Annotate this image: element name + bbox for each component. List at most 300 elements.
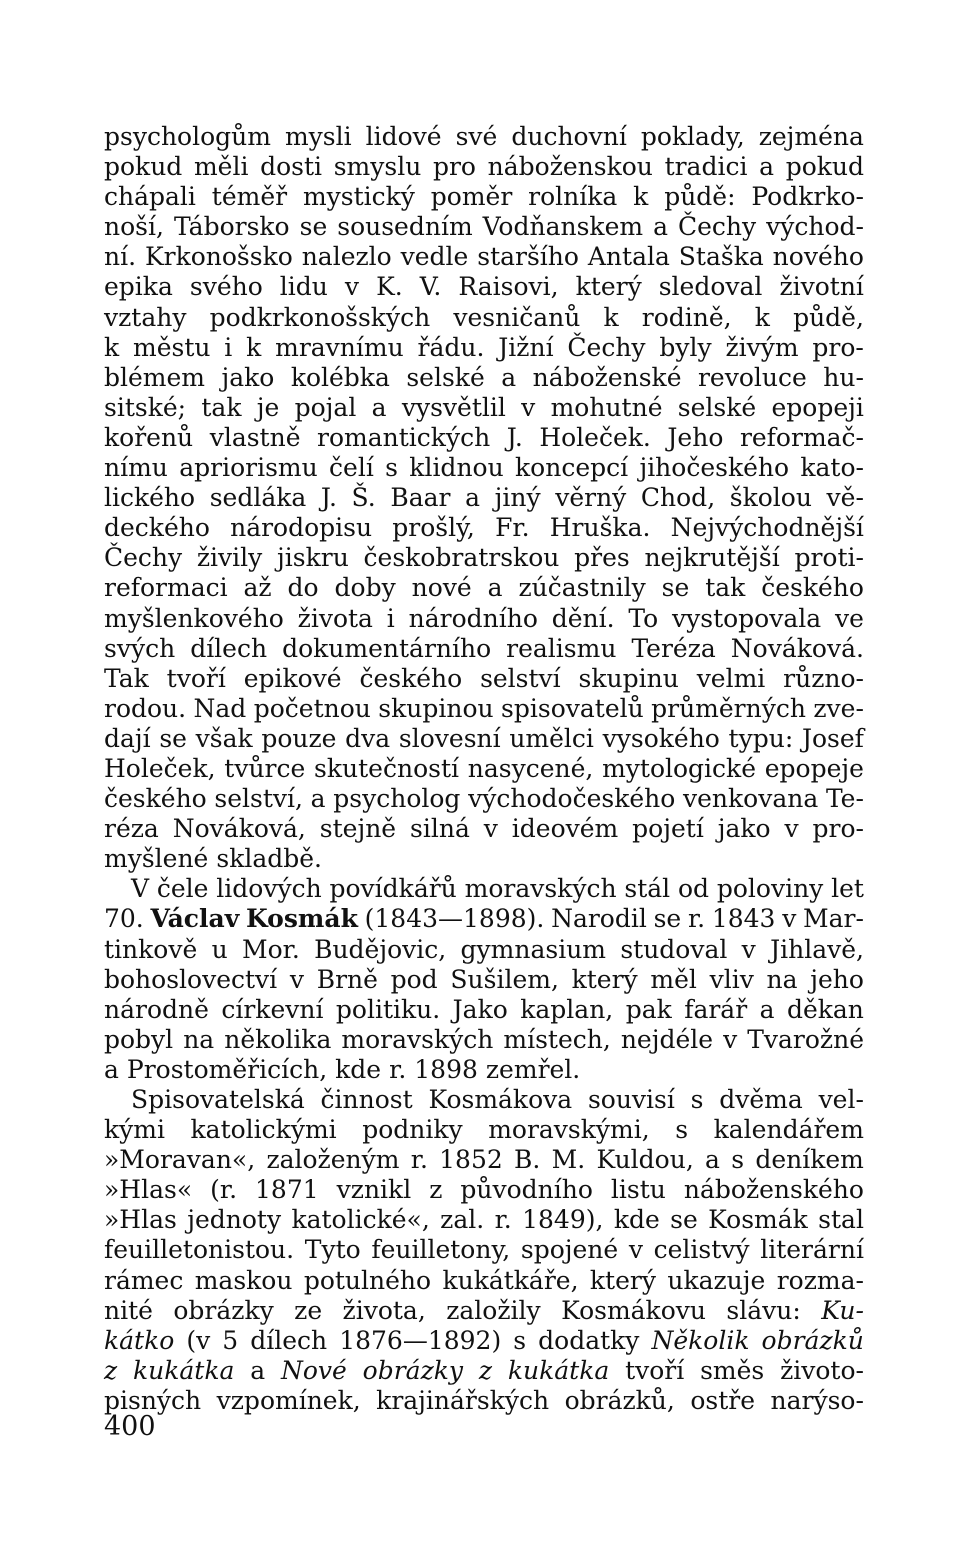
text-word: řádu. <box>417 332 485 362</box>
text-word: do <box>287 573 319 603</box>
text-word: Josef <box>801 723 864 753</box>
text-word: smyslu <box>333 152 422 182</box>
text-word: a <box>501 362 517 392</box>
text-word: Čechy <box>104 543 183 573</box>
text-word: dílech <box>190 633 268 663</box>
text-word: listu <box>610 1175 666 1205</box>
text-line <box>104 272 864 302</box>
text-word: v <box>628 1235 643 1265</box>
text-word: apriorismu <box>179 453 318 483</box>
text-word: myšlenkového <box>104 603 284 633</box>
text-word: se <box>299 212 328 242</box>
text-word: s <box>690 1085 704 1114</box>
text-word: vliv <box>709 964 754 994</box>
text-word: několika <box>224 1024 332 1054</box>
text-word: hu- <box>823 362 864 392</box>
text-word: kalendářem <box>713 1115 864 1145</box>
text-word: 1876—1892) <box>339 1325 502 1355</box>
text-word: v <box>289 964 304 994</box>
text-word: dokumentárního <box>282 633 492 663</box>
text-word: zúčastnily <box>518 573 646 603</box>
text-word: skutečností <box>314 753 459 783</box>
text-word: proti- <box>794 543 864 573</box>
text-word: k <box>633 182 649 212</box>
text-word: půdě, <box>793 302 864 332</box>
text-line <box>104 1235 864 1265</box>
text-word: sledoval <box>658 272 763 302</box>
text-line <box>104 453 864 483</box>
text-word: podkrkonošských <box>209 302 431 332</box>
text-line <box>104 1055 864 1085</box>
text-word: Nové <box>280 1355 347 1385</box>
text-word: pro <box>432 152 476 182</box>
text-word: který <box>589 1265 656 1295</box>
text-line <box>104 664 864 694</box>
text-word: pokud <box>104 152 183 182</box>
text-word: svého <box>189 272 263 302</box>
text-word: dění. <box>551 603 615 633</box>
text-word: v <box>344 272 360 302</box>
text-line <box>104 1115 864 1145</box>
text-word: mohutné <box>550 392 663 422</box>
text-word: pobyl <box>104 1024 174 1054</box>
text-word: umělci <box>509 723 594 753</box>
text-line <box>104 333 864 363</box>
text-word: Krkonošsko <box>144 242 293 272</box>
text-word: rodině, <box>641 302 732 332</box>
text-word: vysokého <box>602 723 720 753</box>
text-word: Baar <box>390 483 451 513</box>
text-word: Holeček. <box>539 422 651 452</box>
text-word: stal <box>818 1205 864 1235</box>
text-word: a <box>371 392 387 422</box>
text-word: a <box>759 994 775 1024</box>
text-word: pak <box>625 994 672 1024</box>
text-word: bohoslovectví <box>104 964 278 994</box>
text-word: Narodil <box>551 904 647 934</box>
text-word: venkovana <box>683 784 819 814</box>
text-line <box>104 423 864 453</box>
text-word: skladbě. <box>216 844 322 874</box>
text-word: chápali <box>104 182 196 212</box>
text-word: na <box>183 1024 215 1054</box>
text-word: dvěma <box>719 1085 803 1114</box>
text-word: kukátkáře, <box>442 1265 579 1295</box>
text-line <box>104 513 864 543</box>
text-word: Mar- <box>803 904 864 934</box>
text-word: Čechy <box>677 212 757 242</box>
text-word: selství <box>480 663 561 693</box>
text-word: je <box>256 392 280 422</box>
text-word: k <box>246 332 262 362</box>
text-word: od <box>677 874 710 904</box>
text-word: nejdéle <box>620 1024 714 1054</box>
text-word: a <box>705 1145 720 1175</box>
text-word: v <box>521 392 536 422</box>
text-word: 1871 <box>255 1175 319 1205</box>
text-word: ukazuje <box>667 1265 766 1295</box>
text-word: pod <box>390 964 438 994</box>
text-word: na <box>766 964 798 994</box>
text-word: selské <box>406 362 485 392</box>
text-word: života <box>297 603 373 633</box>
text-word: r. <box>687 904 706 934</box>
text-word: se <box>159 723 187 753</box>
text-word: půdě: <box>664 182 736 212</box>
text-word: téměř <box>211 182 288 212</box>
text-line <box>104 694 864 724</box>
text-word: živým <box>725 332 799 362</box>
text-word: epikové <box>243 663 342 693</box>
text-word: jako <box>717 814 771 844</box>
text-word: kukátka <box>133 1355 235 1385</box>
text-line <box>104 1296 864 1326</box>
text-word: (r. <box>210 1175 238 1205</box>
body-text <box>104 122 864 1416</box>
text-word: r. <box>494 1205 512 1235</box>
text-word: 70. <box>104 904 144 934</box>
text-word: Nejvýchodnější <box>670 513 864 543</box>
text-word: ostře <box>690 1385 756 1415</box>
text-word: katolickými <box>190 1115 337 1145</box>
text-word: Kosmák <box>245 904 358 934</box>
text-word: a <box>653 212 668 242</box>
text-word: kde <box>335 1054 382 1084</box>
text-word: Kosmák <box>708 1205 808 1235</box>
text-word: moravských <box>464 874 617 904</box>
text-word: náboženskou <box>487 152 653 182</box>
text-word: podniky <box>362 1115 463 1145</box>
text-line <box>104 393 864 423</box>
text-word: náboženské <box>532 362 682 392</box>
text-word: vě- <box>826 483 864 513</box>
text-word: gymnasium <box>460 934 607 964</box>
text-word: jiskru <box>277 543 349 573</box>
text-word: psycholog <box>333 784 461 814</box>
text-word: prošlý, <box>392 513 475 543</box>
text-word: Holeček, <box>104 753 216 783</box>
text-word: Budějovic, <box>314 934 447 964</box>
text-word: a <box>310 784 326 814</box>
text-word: poloviny <box>716 874 824 904</box>
text-word: tvoří <box>166 663 226 693</box>
text-word: života, <box>342 1295 426 1325</box>
text-word: z <box>429 1175 443 1205</box>
text-word: svých <box>104 633 176 663</box>
text-word: reformač- <box>739 422 864 452</box>
text-word: tradici <box>664 152 748 182</box>
text-word: kato- <box>800 453 864 483</box>
text-word: kátko <box>104 1325 175 1355</box>
text-word: Fr. <box>495 513 530 543</box>
text-word: V. <box>419 272 442 302</box>
text-word: maskou <box>194 1265 293 1295</box>
text-word: dají <box>104 723 151 753</box>
text-word: obrázků <box>761 1325 864 1355</box>
text-word: rozma- <box>776 1265 864 1295</box>
text-word: Raisovi, <box>458 272 559 302</box>
text-word: nité <box>104 1295 153 1325</box>
text-word: lidové <box>365 122 442 151</box>
text-word: jeho <box>810 964 864 994</box>
text-word: Kosmákova <box>428 1085 573 1114</box>
text-word: blémem <box>104 362 206 392</box>
text-word: Tyto <box>304 1235 361 1265</box>
text-word: Nad <box>193 693 247 723</box>
text-word: národního <box>408 603 538 633</box>
text-word: vysvětlil <box>401 392 506 422</box>
text-word: K. <box>376 272 403 302</box>
text-word: sousedním <box>337 212 473 242</box>
text-line <box>104 212 864 242</box>
text-word: pro- <box>812 814 864 844</box>
text-word: Tak <box>104 663 149 693</box>
text-word: obrázky <box>362 1355 464 1385</box>
text-word: východ- <box>766 212 864 242</box>
text-line <box>104 935 864 965</box>
text-word: rodou. <box>104 693 187 723</box>
text-line <box>104 1085 864 1115</box>
text-word: který <box>571 964 638 994</box>
text-word: epopeje <box>764 753 864 783</box>
text-word: myšlené <box>104 844 209 874</box>
text-word: nalezlo <box>301 242 392 272</box>
text-word: různo- <box>783 663 864 693</box>
text-word: životní <box>779 272 864 302</box>
text-word: B. <box>514 1145 541 1175</box>
text-word: se <box>653 904 682 934</box>
text-word: réza <box>104 814 159 844</box>
text-word: mystický <box>302 182 415 212</box>
text-word: To <box>628 603 659 633</box>
text-word: Prostoměřicích, <box>126 1054 328 1084</box>
text-word: který <box>575 272 642 302</box>
text-word: literární <box>760 1235 864 1265</box>
text-word: jednoty <box>187 1205 282 1235</box>
text-word: zemřel. <box>485 1054 581 1084</box>
text-word: tak <box>201 392 242 422</box>
text-line <box>104 965 864 995</box>
text-word: ní. <box>104 242 137 272</box>
text-word: s <box>385 453 398 483</box>
text-word: lidových <box>216 874 322 904</box>
text-word: tvůrce <box>224 753 306 783</box>
text-word: klidnou <box>409 453 504 483</box>
text-word: kaplan, <box>520 994 614 1024</box>
text-word: i <box>224 332 233 362</box>
text-word: pokud <box>785 152 864 182</box>
text-word: silná <box>410 814 470 844</box>
text-word: sitské; <box>104 392 187 422</box>
text-word: Brně <box>316 964 378 994</box>
text-word: moravských <box>341 1024 494 1054</box>
text-word: stejně <box>319 814 397 844</box>
text-word: dodatky <box>538 1325 640 1355</box>
text-word: slovesní <box>398 723 501 753</box>
text-word: v <box>741 934 756 964</box>
text-word: a <box>465 483 480 513</box>
text-word: »Hlas« <box>104 1175 193 1205</box>
text-word: revoluce <box>697 362 807 392</box>
text-word: dílech <box>250 1325 328 1355</box>
text-word: nímu <box>104 453 168 483</box>
text-word: českého <box>761 573 864 603</box>
text-word: s <box>513 1325 527 1355</box>
text-word: mysli <box>284 122 352 151</box>
text-word: koncepcí <box>515 453 629 483</box>
text-word: Te- <box>825 784 864 814</box>
text-word: farář <box>684 994 748 1024</box>
text-word: rámec <box>104 1265 184 1295</box>
text-word: »Hlas <box>104 1205 177 1235</box>
text-line <box>104 1326 864 1356</box>
text-word: Nováková. <box>730 633 864 663</box>
text-word: v <box>782 904 797 934</box>
text-word: Jeho <box>667 422 724 452</box>
text-word: lidu <box>279 272 328 302</box>
text-word: »Moravan«, <box>104 1145 256 1175</box>
text-word: Kosmákovu <box>561 1295 706 1325</box>
text-word: dva <box>345 723 391 753</box>
text-word: Chod, <box>640 483 716 513</box>
text-line <box>104 604 864 634</box>
text-word: epopeji <box>771 392 864 422</box>
text-word: studoval <box>620 934 728 964</box>
text-word: vzpomínek, <box>216 1385 361 1415</box>
text-word: spisovatelů <box>501 693 644 723</box>
text-word: k <box>603 302 619 332</box>
text-word: nasycené, <box>467 753 594 783</box>
text-word: 1852 <box>439 1145 503 1175</box>
text-word: Staška <box>678 242 764 272</box>
text-word: typu: <box>728 723 794 753</box>
text-word: slávu: <box>726 1295 801 1325</box>
text-word: u <box>211 934 228 964</box>
text-line <box>104 363 864 393</box>
text-word: Ku- <box>821 1295 864 1325</box>
text-word: feuilletonistou. <box>104 1235 295 1265</box>
text-word: jiný <box>494 483 541 513</box>
text-word: zal. <box>440 1205 485 1235</box>
text-word: vztahy <box>104 302 187 332</box>
text-word: početnou <box>253 693 371 723</box>
text-word: činnost <box>320 1085 413 1114</box>
text-word: místech, <box>503 1024 611 1054</box>
text-word: národopisu <box>230 513 373 543</box>
text-word: psychologům <box>104 122 271 151</box>
text-word: směs <box>700 1355 765 1385</box>
text-word: V <box>131 874 150 904</box>
text-word: Čechy <box>567 332 646 362</box>
text-word: skupinou <box>378 693 494 723</box>
text-word: životo- <box>780 1355 864 1385</box>
text-word: zejména <box>758 122 864 151</box>
text-line <box>104 1266 864 1296</box>
text-word: až <box>243 573 272 603</box>
text-word: vel- <box>818 1085 864 1114</box>
text-word: r. <box>389 1054 407 1084</box>
text-word: českého <box>359 663 463 693</box>
text-line <box>104 303 864 333</box>
text-word: spojené <box>520 1235 619 1265</box>
text-word: realismu <box>506 633 617 663</box>
text-word: Spisovatelská <box>131 1085 305 1114</box>
text-word: poklady, <box>640 122 745 151</box>
text-word: reformaci <box>104 573 228 603</box>
text-line <box>104 995 864 1025</box>
text-word: nejkrutější <box>644 543 780 573</box>
text-word: však <box>195 723 253 753</box>
text-word: Jihlavě, <box>770 934 864 964</box>
text-line <box>104 754 864 784</box>
text-word: byly <box>659 332 712 362</box>
text-word: Tvarožné <box>747 1024 864 1054</box>
text-word: věrný <box>555 483 627 513</box>
text-word: noší, <box>104 212 164 242</box>
text-word: a <box>250 1355 266 1385</box>
text-word: s <box>731 1145 745 1175</box>
text-word: obrázků, <box>564 1385 675 1415</box>
text-word: feuilletony, <box>371 1235 511 1265</box>
text-line <box>104 814 864 844</box>
text-word: duchovní <box>511 122 627 151</box>
text-word: čelí <box>329 453 374 483</box>
text-word: českého <box>104 784 207 814</box>
text-word: městu <box>132 332 211 362</box>
text-word: 1898 <box>414 1054 478 1084</box>
text-line <box>104 1386 864 1416</box>
text-word: církevní <box>221 994 324 1024</box>
text-word: jako <box>221 362 275 392</box>
text-word: 1843 <box>711 904 776 934</box>
text-word: založily <box>446 1295 541 1325</box>
text-word: a <box>487 573 503 603</box>
text-word: 5 <box>222 1325 239 1355</box>
text-word: sedláka <box>209 483 307 513</box>
text-word: i <box>386 603 395 633</box>
text-word: Jižní <box>498 332 554 362</box>
text-word: se <box>661 573 690 603</box>
text-line <box>104 1175 864 1205</box>
text-line <box>104 874 864 904</box>
text-word: ze <box>294 1295 323 1325</box>
text-line <box>104 844 864 874</box>
text-word: J. <box>320 483 337 513</box>
text-word: staršího <box>477 242 579 272</box>
text-word: měli <box>193 152 249 182</box>
text-word: měl <box>650 964 697 994</box>
text-line <box>104 904 864 934</box>
text-word: povídkářů <box>329 874 457 904</box>
text-line <box>104 1145 864 1175</box>
text-line <box>104 483 864 513</box>
text-word: zve- <box>813 693 864 723</box>
text-word: kými <box>104 1115 165 1145</box>
text-word: deckého <box>104 513 210 543</box>
text-word: poměr <box>430 182 513 212</box>
text-word: průměrných <box>651 693 806 723</box>
text-word: ve <box>835 603 864 633</box>
text-word: selství, <box>214 784 303 814</box>
text-word: jihočeského <box>639 453 790 483</box>
text-word: Vodňanskem <box>482 212 644 242</box>
text-word: z <box>478 1355 493 1385</box>
text-word: se <box>670 1205 698 1235</box>
text-word: celistvý <box>653 1235 750 1265</box>
text-word: potulného <box>303 1265 432 1295</box>
text-word: národně <box>104 994 209 1024</box>
text-word: v <box>723 1024 738 1054</box>
